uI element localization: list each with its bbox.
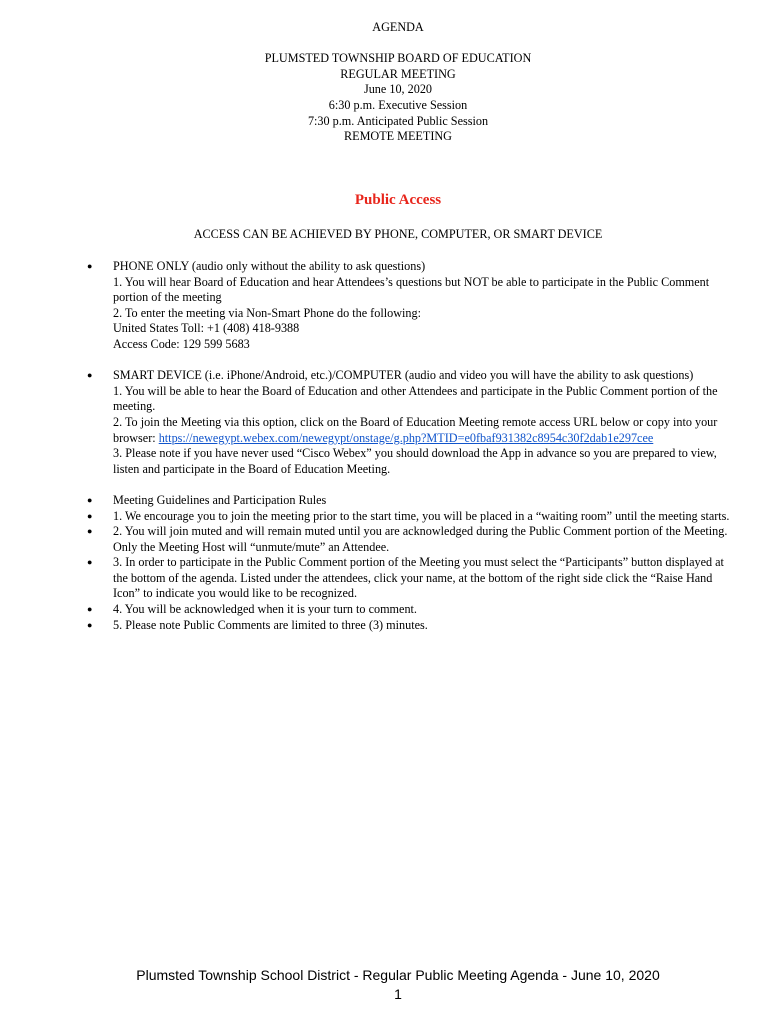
page-footer [0, 966, 770, 1004]
footer-text: Plumsted Township School District - Regular Public Meeting Agenda - June 10, 2020 [136, 967, 660, 983]
remote-meeting-label: REMOTE MEETING [344, 129, 452, 144]
bullet-icon: ● [87, 604, 93, 615]
spacer [0, 36, 770, 52]
guideline-item [87, 524, 737, 555]
phone-access-code: Access Code: 129 599 5683 [113, 336, 250, 351]
guideline-item [87, 555, 737, 602]
guideline-text: 3. In order to participate in the Public Comment portion of the Meeting you must select the “Participants” button displayed at the bottom of the agenda. Listed under the attendees, click your name, at the bottom of the right side click the “Raise Hand Icon” to indicate you would like to be recognized. [113, 555, 724, 601]
access-instructions [87, 259, 737, 633]
smart-device-line-2 [113, 415, 737, 446]
bullet-icon: ● [87, 557, 93, 568]
guideline-text: 4. You will be acknowledged when it is your turn to comment. [113, 602, 417, 617]
executive-session-time: 6:30 p.m. Executive Session [328, 97, 468, 112]
webex-meeting-link[interactable]: https://newegypt.webex.com/newegypt/onstage/g.php?MTID=e0fbaf931382c8954c30f2dab1e297cee [158, 430, 654, 445]
agenda-header [0, 20, 770, 145]
smart-device-access-item [87, 368, 737, 477]
phone-line-1: 1. You will hear Board of Education and hear Attendees’s questions but NOT be able to participate in the Public Comment portion of the meeting [113, 274, 710, 305]
bullet-icon: ● [87, 370, 93, 381]
guideline-item [87, 618, 737, 634]
guideline-item [87, 493, 737, 509]
guideline-text: 2. You will join muted and will remain muted until you are acknowledged during the Public Comment portion of the Meeting. Only the Meeting Host will “unmute/mute” an Attendee. [113, 524, 728, 554]
smart-device-line-1: 1. You will be able to hear the Board of Education and other Attendees and participate in the Public Comment portion of the meeting. [113, 383, 718, 414]
meeting-date: June 10, 2020 [363, 82, 433, 97]
phone-line-2: 2. To enter the meeting via Non-Smart Phone do the following: [113, 305, 421, 320]
guideline-text: 5. Please note Public Comments are limited to three (3) minutes. [113, 617, 428, 632]
smart-device-line-2-text: 2. To join the Meeting via this option, click on the Board of Education Meeting remote access URL below or copy into your browser: [113, 414, 718, 445]
phone-title: PHONE ONLY (audio only without the ability to ask questions) [113, 259, 426, 273]
guideline-item [87, 509, 737, 525]
agenda-label: AGENDA [372, 20, 424, 34]
bullet-icon: ● [87, 526, 93, 537]
smart-device-line-3: 3. Please note if you have never used “Cisco Webex” you should download the App in advance so you are prepared to view, listen and participate in the Board of Education Meeting. [113, 446, 717, 476]
phone-toll-number: United States Toll: +1 (408) 418-9388 [113, 321, 300, 336]
public-session-time: 7:30 p.m. Anticipated Public Session [307, 113, 489, 128]
guideline-text: Meeting Guidelines and Participation Rules [113, 492, 327, 507]
public-access-title: Public Access [354, 192, 442, 208]
bullet-icon: ● [87, 619, 93, 630]
phone-access-item [87, 259, 737, 353]
access-methods-line: ACCESS CAN BE ACHIEVED BY PHONE, COMPUTER, OR SMART DEVICE [193, 227, 603, 241]
page-number: 1 [394, 986, 402, 1002]
spacer [87, 353, 737, 369]
guideline-text: 1. We encourage you to join the meeting prior to the start time, you will be placed in a “waiting room” until the meeting starts. [113, 508, 730, 523]
guideline-item [87, 602, 737, 618]
board-name: PLUMSTED TOWNSHIP BOARD OF EDUCATION [264, 51, 532, 66]
smart-device-title: SMART DEVICE (i.e. iPhone/Android, etc.)/COMPUTER (audio and video you will have the ability to ask questions) [113, 368, 694, 383]
spacer [87, 477, 737, 493]
bullet-icon: ● [87, 494, 93, 505]
bullet-icon: ● [87, 261, 93, 271]
bullet-icon: ● [87, 510, 93, 521]
meeting-type: REGULAR MEETING [340, 66, 456, 81]
